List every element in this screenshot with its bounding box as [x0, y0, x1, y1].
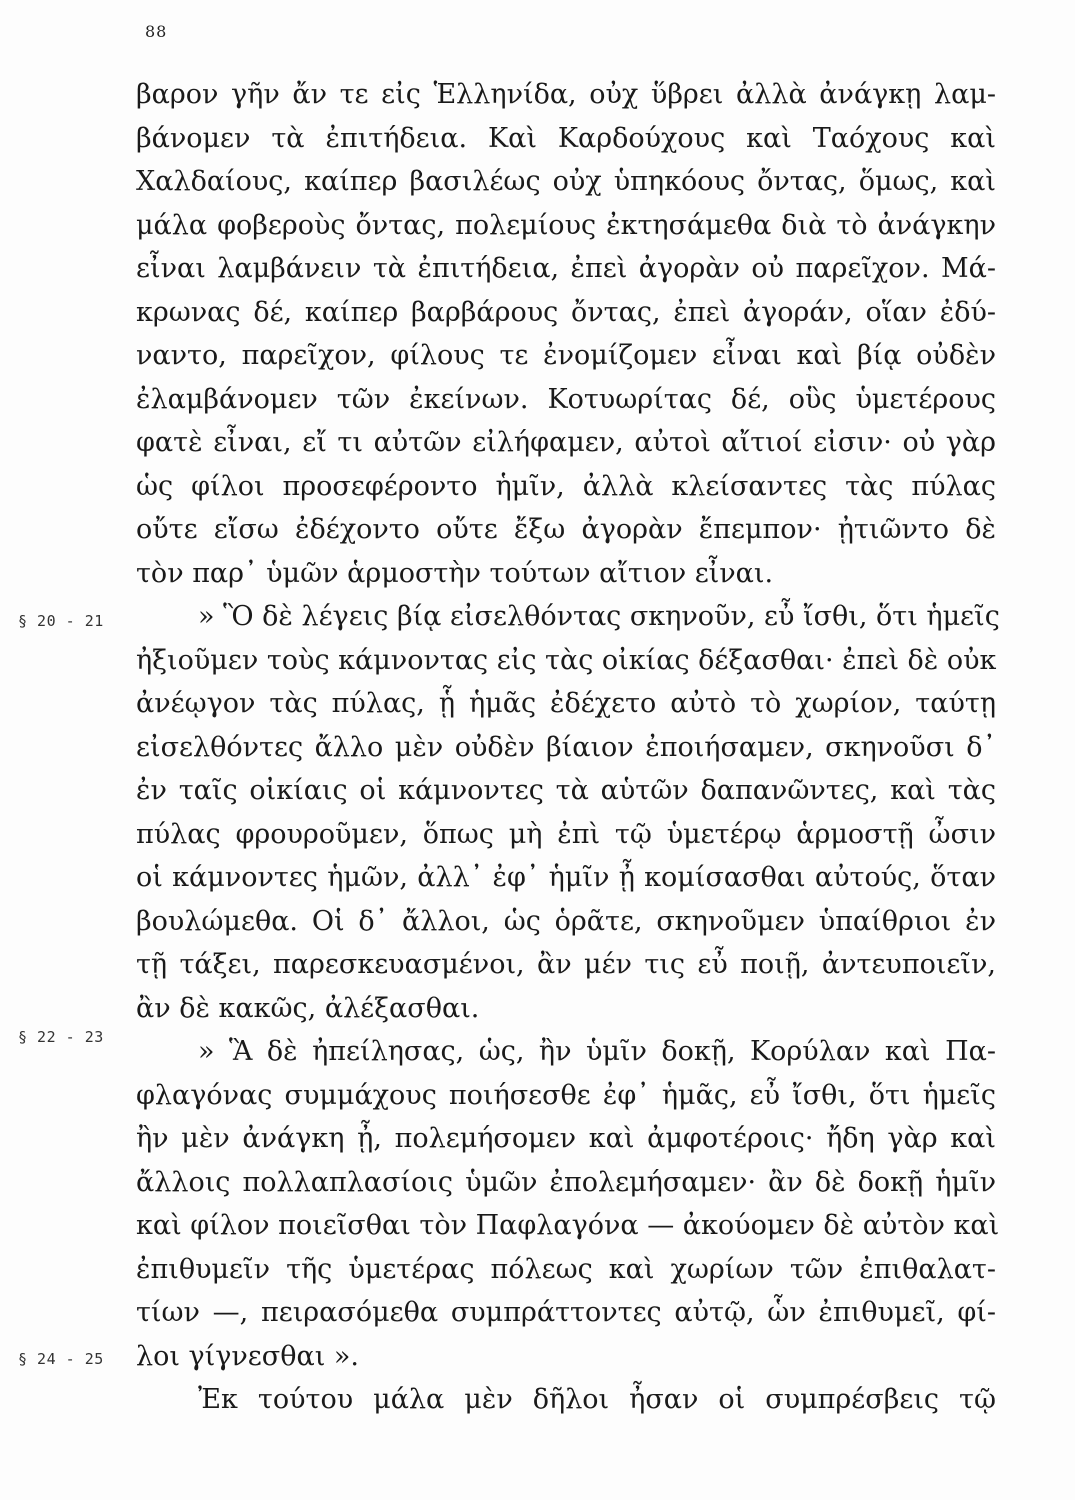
section-marker: § 24 - 25	[18, 1350, 104, 1368]
text-line: ναντο, παρεῖχον, φίλους τε ἐνομίζομεν εἶναι καὶ βίᾳ οὐδὲν	[136, 340, 996, 371]
text-line: βαρον γῆν ἄν τε εἰς Ἑλληνίδα, οὐχ ὕβρει ἀλλὰ ἀνάγκῃ λαμ-	[136, 79, 996, 110]
text-line: ἄλλοις πολλαπλασίοις ὑμῶν ἐπολεμήσαμεν· ἂν δὲ δοκῇ ἡμῖν	[136, 1166, 996, 1198]
text-line: μάλα φοβεροὺς ὄντας, πολεμίους ἐκτησάμεθα διὰ τὸ ἀνάγκην	[136, 209, 996, 241]
text-line: ἐν ταῖς οἰκίαις οἱ κάμνοντες τὰ αὑτῶν δαπανῶντες, καὶ τὰς	[136, 775, 996, 806]
text-line: εἰσελθόντες ἄλλο μὲν οὐδὲν βίαιον ἐποιήσαμεν, σκηνοῦσι δ᾽	[136, 731, 996, 763]
paragraph-start-line: Ἐκ τούτου μάλα μὲν δῆλοι ἦσαν οἱ συμπρέσβεις τῷ	[198, 1384, 996, 1415]
text-line: εἶναι λαμβάνειν τὰ ἐπιτήδεια, ἐπεὶ ἀγορὰν οὐ παρεῖχον. Μά-	[136, 253, 996, 284]
text-line: ἠξιοῦμεν τοὺς κάμνοντας εἰς τὰς οἰκίας δέξασθαι· ἐπεὶ δὲ οὐκ	[136, 644, 997, 676]
text-line: ἢν μὲν ἀνάγκη ᾖ, πολεμήσομεν καὶ ἀμφοτέροις· ἤδη γὰρ καὶ	[136, 1123, 996, 1154]
text-line: τίων —, πειρασόμεθα συμπράττοντες αὐτῷ, ὧν ἐπιθυμεῖ, φί-	[136, 1297, 996, 1328]
section-marker: § 20 - 21	[18, 612, 104, 630]
text-line: φατὲ εἶναι, εἴ τι αὐτῶν εἰλήφαμεν, αὐτοὶ αἴτιοί εἰσιν· οὐ γὰρ	[136, 427, 996, 458]
page-number: 88	[145, 22, 168, 41]
text-line: ἐπιθυμεῖν τῆς ὑμετέρας πόλεως καὶ χωρίων τῶν ἐπιθαλατ-	[136, 1253, 996, 1285]
text-line: Χαλδαίους, καίπερ βασιλέως οὐχ ὑπηκόους ὄντας, ὅμως, καὶ	[136, 166, 996, 197]
text-line: φλαγόνας συμμάχους ποιήσεσθε ἐφ᾽ ἡμᾶς, εὖ ἴσθι, ὅτι ἡμεῖς	[136, 1079, 996, 1111]
text-line: ἐλαμβάνομεν τῶν ἐκείνων. Κοτυωρίτας δέ, οὓς ὑμετέρους	[136, 383, 996, 415]
text-line: βουλώμεθα. Οἱ δ᾽ ἄλλοι, ὡς ὁρᾶτε, σκηνοῦμεν ὑπαίθριοι ἐν	[136, 905, 996, 937]
text-line: βάνομεν τὰ ἐπιτήδεια. Καὶ Καρδούχους καὶ Ταόχους καὶ	[136, 122, 996, 154]
text-line: οὔτε εἴσω ἐδέχοντο οὔτε ἔξω ἀγορὰν ἔπεμπον· ᾐτιῶντο δὲ	[136, 514, 996, 545]
text-line: τὸν παρ᾽ ὑμῶν ἁρμοστὴν τούτων αἴτιον εἶναι.	[136, 557, 774, 589]
text-line: ἂν δὲ κακῶς, ἀλέξασθαι.	[136, 992, 480, 1024]
text-line: κρωνας δέ, καίπερ βαρβάρους ὄντας, ἐπεὶ ἀγοράν, οἵαν ἐδύ-	[136, 296, 996, 328]
text-line: λοι γίγνεσθαι ».	[136, 1340, 359, 1372]
text-line: ὡς φίλοι προσεφέροντο ἡμῖν, ἀλλὰ κλείσαντες τὰς πύλας	[136, 470, 996, 502]
paragraph-start-line: » Ἃ δὲ ἠπείλησας, ὡς, ἢν ὑμῖν δοκῇ, Κορύλαν καὶ Πα-	[198, 1036, 996, 1067]
paragraph-start-line: » Ὃ δὲ λέγεις βίᾳ εἰσελθόντας σκηνοῦν, εὖ ἴσθι, ὅτι ἡμεῖς	[198, 601, 1000, 632]
body-text	[136, 73, 1000, 1422]
text-line: πύλας φρουροῦμεν, ὅπως μὴ ἐπὶ τῷ ὑμετέρῳ ἁρμοστῇ ὦσιν	[136, 818, 996, 850]
text-line: καὶ φίλον ποιεῖσθαι τὸν Παφλαγόνα — ἀκούομεν δὲ αὐτὸν καὶ	[136, 1210, 1000, 1241]
text-line: οἱ κάμνοντες ἡμῶν, ἀλλ᾽ ἐφ᾽ ἡμῖν ᾖ κομίσασθαι αὐτούς, ὅταν	[136, 862, 996, 893]
text-line: τῇ τάξει, παρεσκευασμένοι, ἂν μέν τις εὖ ποιῇ, ἀντευποιεῖν,	[136, 949, 996, 980]
text-line: ἀνέῳγον τὰς πύλας, ᾗ ἡμᾶς ἐδέχετο αὐτὸ τὸ χωρίον, ταύτῃ	[136, 688, 996, 719]
section-marker: § 22 - 23	[18, 1028, 104, 1046]
